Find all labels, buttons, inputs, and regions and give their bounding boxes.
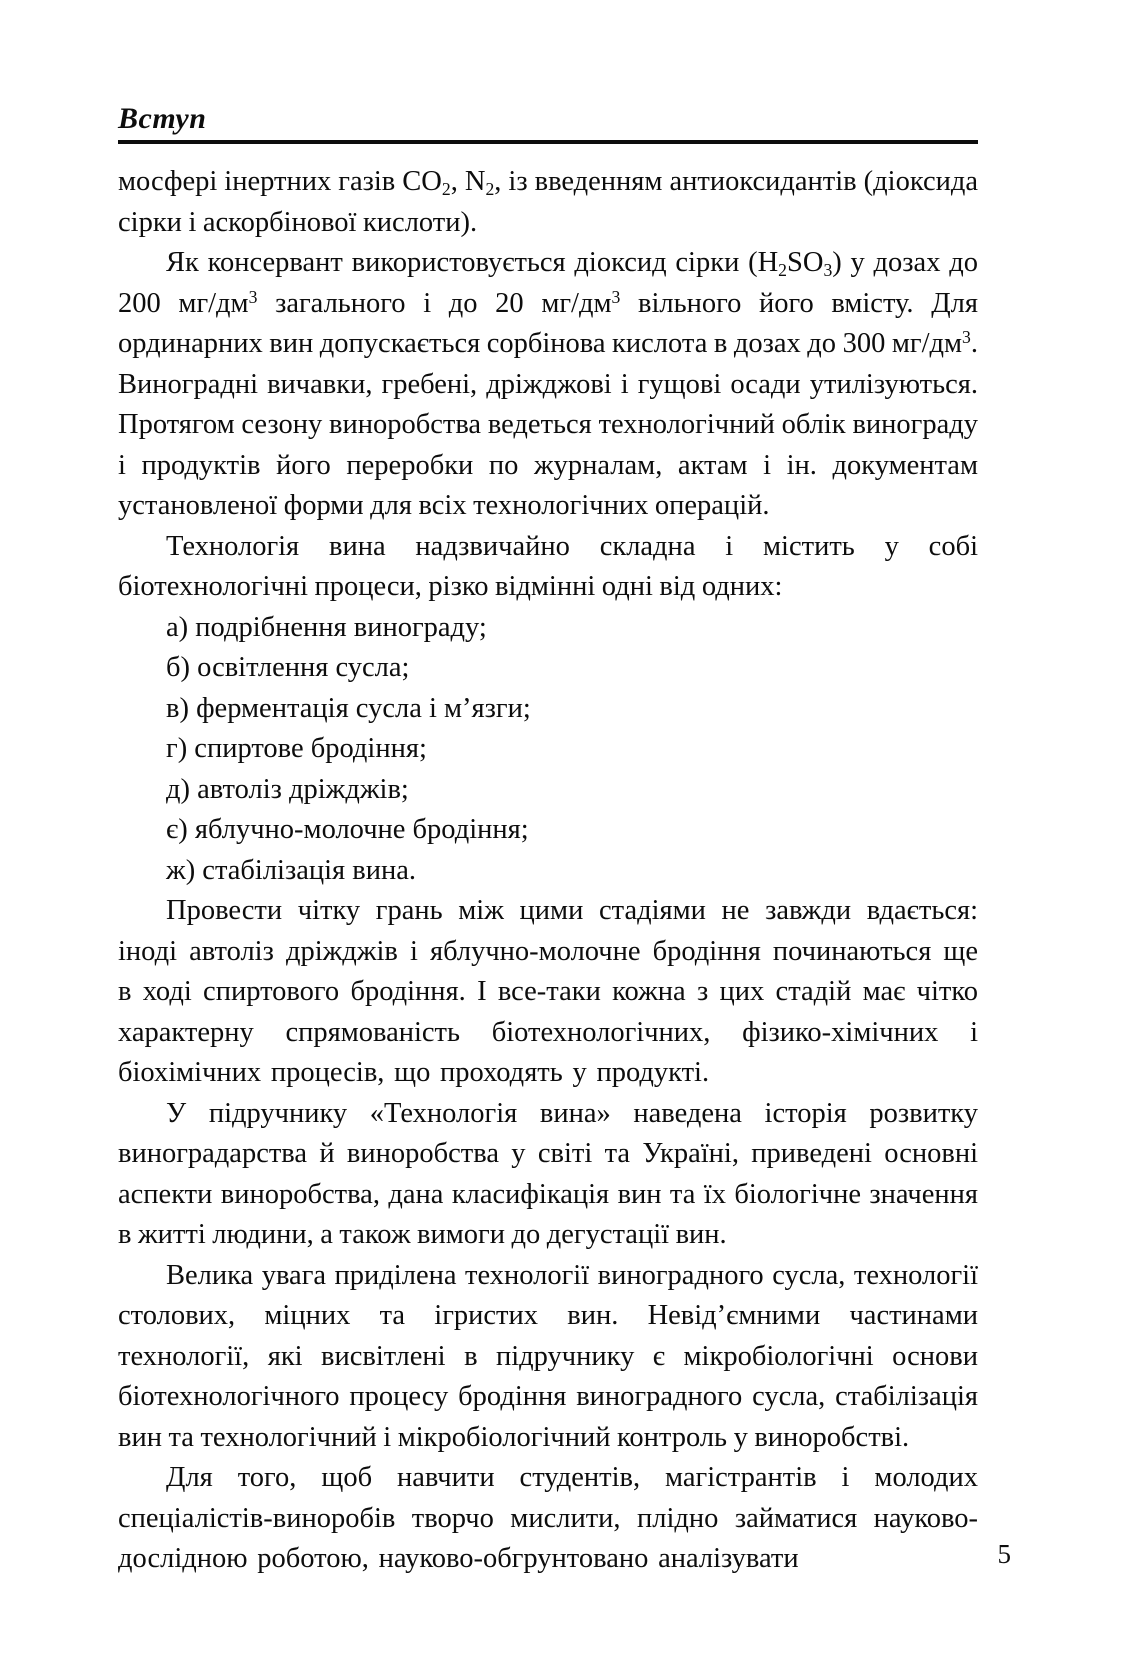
paragraph-textbook: У підручнику «Технологія вина» наведена історія розвитку виноградарства й виноробства у світі та Україні, приведені основні аспекти виноробства, дана класифікація вин та їх біологічне значення в житті людини, а також вимоги до дегустації вин. — [118, 1097, 978, 1250]
list-item: в) ферментація сусла і м’язги; — [166, 692, 531, 724]
paragraph-continued — [118, 162, 978, 243]
list-item: ж) стабілізація вина. — [166, 854, 417, 886]
superscript-cubic-3: 3 — [962, 326, 971, 347]
preservative-part-5: вільного його вмісту. Для ординарних вин допускається сорбінова кислота в дозах до 300 мг/дм — [118, 287, 978, 359]
superscript-cubic-1: 3 — [248, 286, 258, 307]
list-item: г) спиртове бродіння; — [166, 733, 427, 764]
page-content — [118, 104, 978, 1580]
list-item: є) яблучно-молочне бродіння; — [166, 814, 529, 845]
text-after-subscripts: , із введенням антиоксидантів (діоксида сірки і аскорбінової кислоти). — [118, 166, 979, 238]
subscript-co2: 2 — [441, 178, 451, 199]
preservative-part-2: SO — [787, 247, 824, 278]
paragraph-boundary: Провести чітку грань між цими стадіями не завжди вдається: іноді автоліз дріжджів і яблучно-молочне бродіння починаються ще в ході спиртового бродіння. І все-таки кожна з цих стадій має чітко характерну спрямованість біотехнологічних, фізико-хімічних і біохімічних процесів, що проходять у продукті. — [118, 895, 978, 1088]
page-number: 5 — [997, 1539, 1011, 1569]
preservative-part-3: ) у дозах до 200 мг/дм — [118, 247, 978, 319]
list-item: а) подрібнення винограду; — [166, 611, 487, 643]
preservative-part-1: Як консервант використовується діоксид сірки (H — [166, 247, 779, 278]
paragraph-attention: Велика увага приділена технології виноградного сусла, технології столових, міцних та ігристих вин. Невід’ємними частинами технології, які висвітлені в підручнику є мікробіологічні основи біотехнологічного процесу бродіння виноградного сусла, стабілізація вин та технологічний і мікробіологічний контроль у виноробстві. — [118, 1259, 978, 1453]
subscript-n2: 2 — [485, 178, 495, 199]
header-rule — [118, 140, 978, 144]
preservative-part-4: загального і до 20 мг/дм — [257, 287, 612, 319]
text-between-subscripts: , N — [450, 166, 486, 197]
superscript-cubic-2: 3 — [611, 286, 621, 307]
subscript-so3: 3 — [823, 259, 833, 280]
stages-list — [118, 608, 978, 892]
paragraph-purpose: Для того, щоб навчити студентів, магістрантів і молодих спеціалістів-виноробів творчо мислити, плідно займатися науково-дослідною роботою, науково-обгрунтовано аналізувати — [118, 1462, 978, 1574]
list-item: д) автоліз дріжджів; — [166, 773, 409, 805]
paragraph-stages-intro: Технологія вина надзвичайно складна і містить у собі біотехнологічні процеси, різко відмінні одні від одних: — [118, 530, 978, 602]
paragraph-preservative — [118, 243, 978, 527]
text-before-co2-sub: мосфері інертних газів CO — [118, 166, 442, 197]
running-head: Вступ — [118, 102, 207, 135]
preservative-part-6: . Виноградні вичавки, гребені, дріжджові і гущові осади утилізуються. Протягом сезону виноробства ведеться технологічний облік винограду і продуктів його переробки по журналам, актам і ін. документам установленої форми для всіх технологічних операцій. — [118, 328, 978, 521]
subscript-h2: 2 — [778, 259, 787, 280]
list-item: б) освітлення сусла; — [166, 652, 410, 683]
